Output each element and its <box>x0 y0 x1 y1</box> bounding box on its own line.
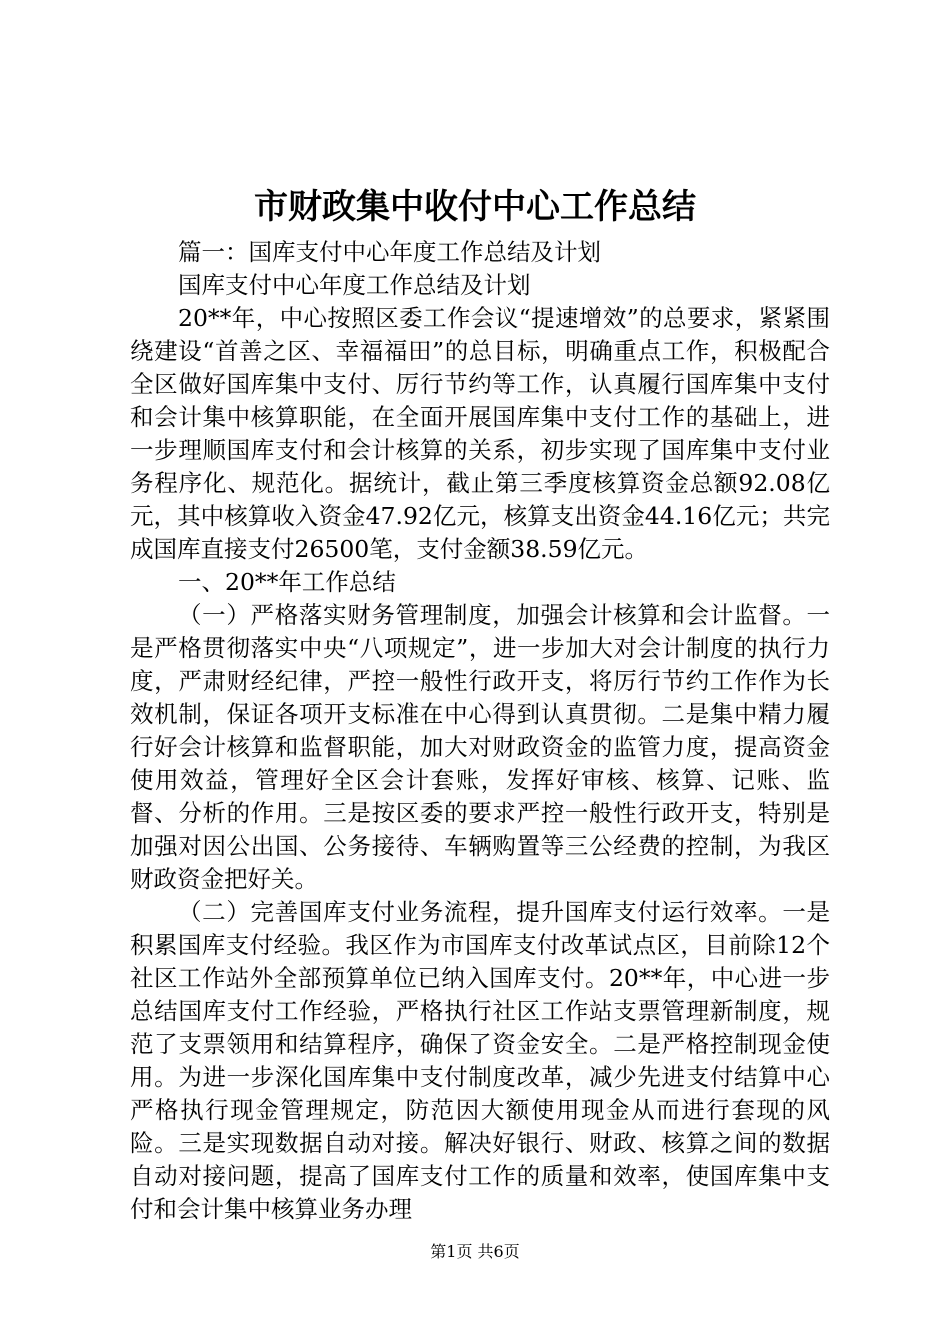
section-heading: 一、20**年工作总结 <box>178 568 396 596</box>
section-heading: 篇一：国库支付中心年度工作总结及计划 <box>178 238 601 266</box>
paragraph: （一）严格落实财务管理制度，加强会计核算和会计监督。一是严格贯彻落实中央“八项规定”，进一步加大对会计制度的执行力度，严肃财经纪律，严控一般性行政开支，将厉行节约工作作为长效机制，保证各项开支标准在中心得到认真贯彻。二是集中精力履行好会计核算和监督职能，加大对财政资金的监管力度，提高资金使用效益，管理好全区会计套账，发挥好审核、核算、记账、监督、分析的作用。三是按区委的要求严控一般性行政开支，特别是加强对因公出国、公务接待、车辆购置等三公经费的控制，为我区财政资金把好关。 <box>130 601 830 893</box>
document-body <box>130 236 830 1226</box>
paragraph: 20**年，中心按照区委工作会议“提速增效”的总要求，紧紧围绕建设“首善之区、幸福福田”的总目标，明确重点工作，积极配合全区做好国库集中支付、厉行节约等工作，认真履行国库集中支付和会计集中核算职能，在全面开展国库集中支付工作的基础上，进一步理顺国库支付和会计核算的关系，初步实现了国库集中支付业务程序化、规范化。据统计，截止第三季度核算资金总额92.08亿元，其中核算收入资金47.92亿元，核算支出资金44.16亿元；共完成国库直接支付26500笔，支付金额38.59亿元。 <box>130 304 830 563</box>
document-title: 市财政集中收付中心工作总结 <box>254 187 696 227</box>
paragraph: （二）完善国库支付业务流程，提升国库支付运行效率。一是积累国库支付经验。我区作为市国库支付改革试点区，目前除12个社区工作站外全部预算单位已纳入国库支付。20**年，中心进一步总结国库支付工作经验，严格执行社区工作站支票管理新制度，规范了支票领用和结算程序，确保了资金安全。二是严格控制现金使用。为进一步深化国库集中支付制度改革，减少先进支付结算中心严格执行现金管理规定，防范因大额使用现金从而进行套现的风险。三是实现数据自动对接。解决好银行、财政、核算之间的数据自动对接问题，提高了国库支付工作的质量和效率，使国库集中支付和会计集中核算业务办理 <box>130 898 830 1223</box>
page-number: 第1页 共6页 <box>430 1242 520 1261</box>
subtitle: 国库支付中心年度工作总结及计划 <box>178 271 531 299</box>
